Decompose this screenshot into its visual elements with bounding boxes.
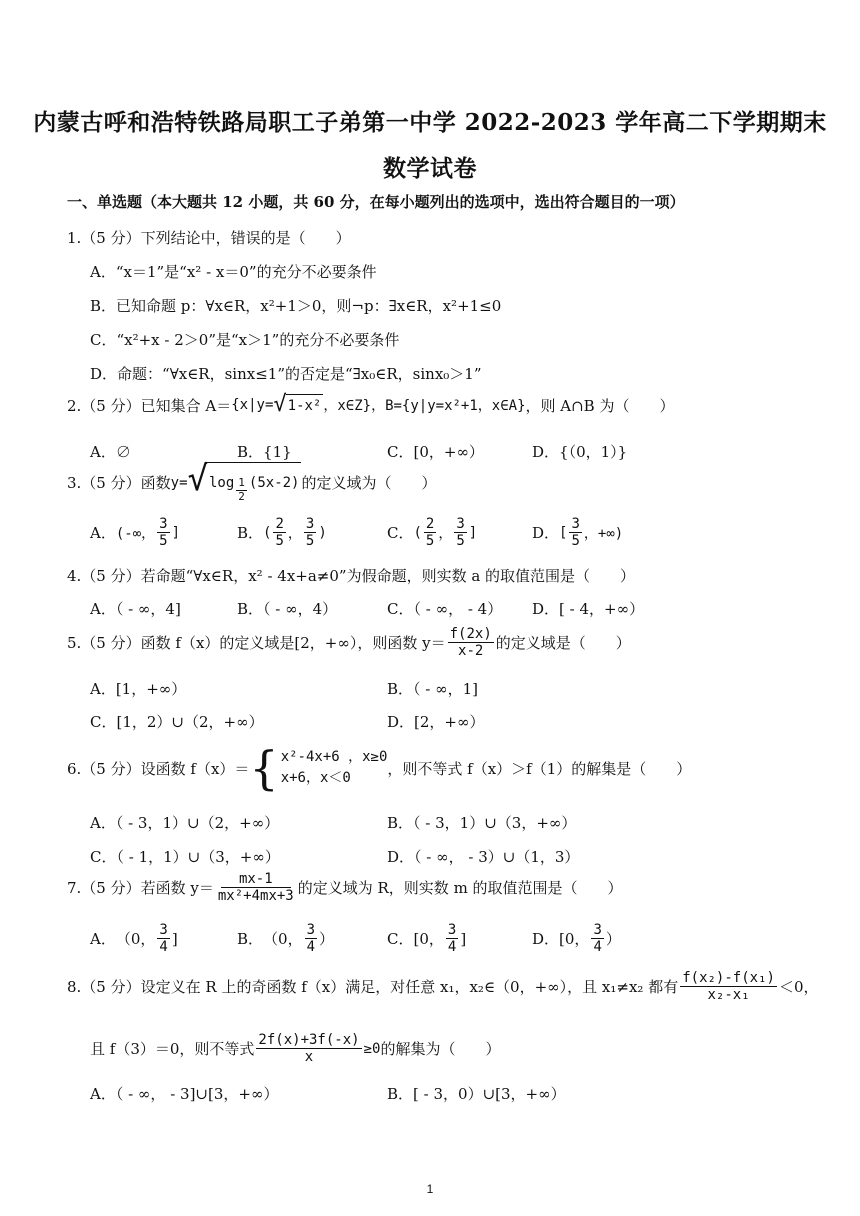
question-stem-a: 函数 f（x）的定义域是[2，+∞），则函数 y＝	[140, 634, 446, 653]
question-3	[67, 459, 437, 503]
q5-option-c: C．[1，2）∪（2，+∞）	[90, 713, 264, 731]
q4-option-d: D．[ - 4，+∞）	[532, 600, 645, 618]
question-8	[67, 970, 818, 1003]
q8-option-b: B．[ - 3，0）∪[3，+∞）	[387, 1085, 566, 1103]
question-stem-b: 的定义域是（ ）	[495, 634, 631, 653]
fraction: $\frac{\text{f(x₂)-f(x₁)}}{\text{x₂-x₁}}$	[682, 970, 775, 1004]
q7-option-c: C． [0， $\frac{3}{4}$ ]	[387, 922, 467, 956]
q7-option-b: B． （0， $\frac{3}{4}$ ）	[237, 922, 335, 956]
question-number: 3.（5 分）	[67, 474, 141, 493]
question-stem-a: 设定义在 R 上的奇函数 f（x）满足，对任意 x₁，x₂∈（0，+∞），且 x₁≠x₂ 都有	[140, 978, 679, 997]
question-8-line2	[90, 1032, 500, 1065]
section-header: 一、单选题（本大题共 12 小题，共 60 分，在每小题列出的选项中，选出符合题目的一项）	[67, 193, 685, 211]
question-stem-b: ，则 A∩B 为（ ）	[525, 396, 675, 415]
question-number: 1.（5 分）	[67, 229, 141, 247]
q7-option-a: A． （0， $\frac{3}{4}$ ]	[90, 922, 178, 956]
question-6	[67, 741, 692, 795]
question-stem-b: 的定义域为 R，则实数 m 的取值范围是（ ）	[297, 879, 623, 898]
question-2	[67, 394, 674, 416]
q6-option-d: D．（ - ∞， - 3）∪（1，3）	[387, 848, 580, 866]
sqrt-expression: √ 1-x²	[273, 392, 322, 417]
q4-option-a: A．（ - ∞，4]	[90, 600, 181, 618]
ge-zero: ≥0	[363, 1040, 381, 1057]
question-4	[67, 565, 635, 586]
q2-option-b: B．{1}	[237, 443, 292, 461]
q3-option-a: A． (-∞， $\frac{3}{5}$ ]	[90, 516, 181, 550]
question-number: 6.（5 分）	[67, 759, 141, 778]
question-stem-line2a: 且 f（3）＝0，则不等式	[90, 1040, 255, 1059]
q4-option-c: C．（ - ∞， - 4）	[387, 600, 503, 618]
q2-option-d: D．{（0，1）}	[532, 443, 628, 461]
question-stem: 下列结论中，错误的是（ ）	[140, 229, 351, 247]
function-y: y=	[170, 474, 188, 491]
question-number: 4.（5 分）	[67, 567, 141, 585]
question-1	[67, 227, 351, 248]
q5-option-d: D．[2，+∞）	[387, 713, 485, 731]
question-stem-line2b: 的解集为（ ）	[380, 1040, 501, 1059]
q5-option-b: B．（ - ∞，1]	[387, 680, 479, 698]
question-number: 2.（5 分）	[67, 396, 141, 415]
question-stem: 若命题“∀x∈R，x² - 4x+a≠0”为假命题，则实数 a 的取值范围是（ ）	[140, 567, 636, 585]
q3-option-b: B． ( $\frac{2}{5}$ ， $\frac{3}{5}$ )	[237, 516, 327, 550]
sqrt-log-expression: √ log $\frac{1}{2}$ (5x-2)	[187, 459, 300, 503]
q6-option-c: C．（ - 1，1）∪（3，+∞）	[90, 848, 280, 866]
question-5	[67, 626, 631, 659]
question-stem-a: 若函数 y＝	[140, 879, 214, 898]
q8-option-a: A．（ - ∞， - 3]∪[3，+∞）	[90, 1085, 279, 1103]
question-number: 7.（5 分）	[67, 879, 141, 898]
document-title-line2: 数学试卷	[383, 155, 477, 182]
q5-option-a: A．[1，+∞）	[90, 680, 187, 698]
q2-option-a: A．∅	[90, 443, 131, 461]
question-stem-b: ，则不等式 f（x）＞f（1）的解集是（ ）	[387, 759, 692, 778]
fraction: $\frac{mx-1}{\text{mx²+4mx+3}}$	[217, 871, 294, 905]
set-a-expression: {x|y=	[231, 397, 274, 413]
question-stem-a: 设函数 f（x）＝	[140, 759, 250, 778]
question-stem-a: 函数	[140, 474, 171, 493]
q4-option-b: B．（ - ∞，4）	[237, 600, 338, 618]
set-b-expression: ，x∈Z}，B={y|y=x²+1，x∈A}	[323, 398, 526, 414]
q2-option-c: C．[0，+∞）	[387, 443, 484, 461]
question-stem-b: 的定义域为（ ）	[301, 474, 437, 493]
piecewise-cases: x²-4x+6 ，x≥0 x+6，x＜0	[280, 749, 388, 786]
q6-option-b: B．（ - 3，1）∪（3，+∞）	[387, 814, 577, 832]
q1-option-a: A．“x＝1”是“x² - x＝0”的充分不必要条件	[90, 263, 377, 281]
question-stem-a: 已知集合 A＝	[140, 396, 232, 415]
q3-option-d: D． [ $\frac{3}{5}$ ，+∞)	[532, 516, 624, 550]
q7-option-d: D． [0， $\frac{3}{4}$ ）	[532, 922, 621, 956]
page-number: 1	[426, 1182, 434, 1196]
document-title-line1: 内蒙古呼和浩特铁路局职工子弟第一中学 2022-2023 学年高二下学期期末	[33, 109, 827, 136]
q1-option-b: B．已知命题 p：∀x∈R，x²+1＞0，则¬p：∃x∈R，x²+1≤0	[90, 297, 502, 315]
q3-option-c: C． ( $\frac{2}{5}$ ， $\frac{3}{5}$ ]	[387, 516, 478, 550]
q1-option-c: C．“x²+x - 2＞0”是“x＞1”的充分不必要条件	[90, 331, 400, 349]
question-7	[67, 871, 623, 904]
fraction: $\frac{2f(x)+3f(-x)}{x}$	[258, 1032, 360, 1066]
q6-option-a: A．（ - 3，1）∪（2，+∞）	[90, 814, 280, 832]
question-stem-b: ＜0，	[778, 978, 819, 997]
question-number: 5.（5 分）	[67, 634, 141, 653]
question-number: 8.（5 分）	[67, 978, 141, 997]
fraction: $\frac{f(2x)}{x-2}$	[449, 626, 492, 660]
q1-option-d: D．命题：“∀x∈R，sinx≤1”的否定是“∃x₀∈R，sinx₀＞1”	[90, 365, 482, 383]
brace: {	[249, 741, 279, 795]
